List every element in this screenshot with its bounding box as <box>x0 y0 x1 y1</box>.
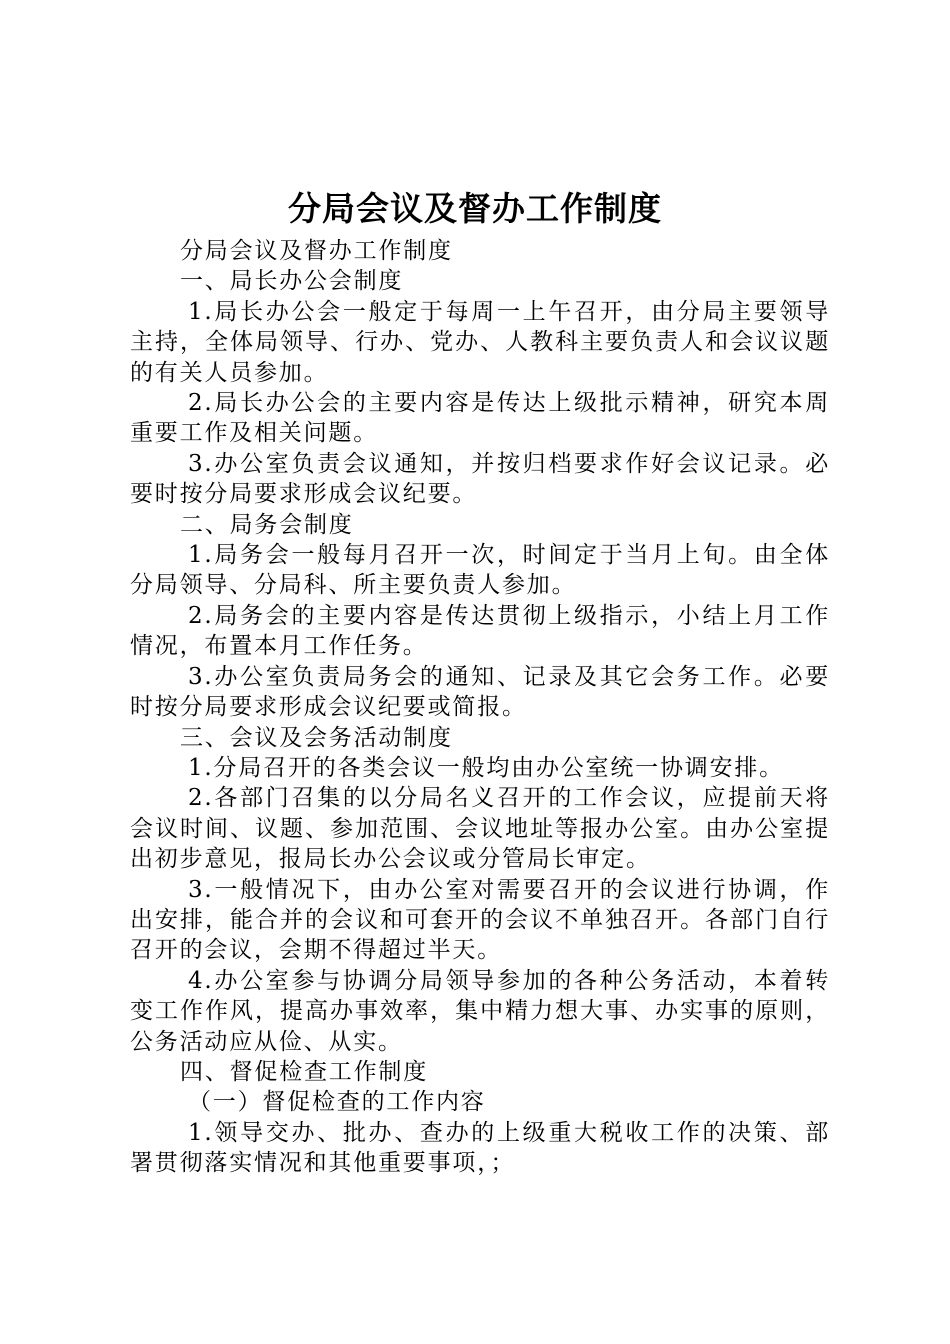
subsection-heading: （一）督促检查的工作内容 <box>188 1089 486 1116</box>
section-heading-3: 三、会议及会务活动制度 <box>180 724 453 751</box>
paragraph-subtitle: 分局会议及督办工作制度 <box>180 238 453 264</box>
paragraph: 3.一般情况下，由办公室对需要召开的会议进行协调，作出安排，能合并的会议和可套开的会议不单独召开。各部门自行召开的会议，会期不得超过半天。 <box>130 876 830 964</box>
paragraph: 1.局长办公会一般定于每周一上午召开，由分局主要领导主持，全体局领导、行办、党办、人教科主要负责人和会议议题的有关人员参加。 <box>130 298 830 386</box>
paragraph: 1.分局召开的各类会议一般均由办公室统一协调安排。 <box>188 754 784 781</box>
paragraph: 1.领导交办、批办、查办的上级重大税收工作的决策、部署贯彻落实情况和其他重要事项，； <box>130 1119 830 1177</box>
paragraph: 2.各部门召集的以分局名义召开的工作会议，应提前天将会议时间、议题、参加范围、会议地址等报办公室。由办公室提出初步意见，报局长办公会议或分管局长审定。 <box>130 785 830 873</box>
paragraph: 1.局务会一般每月召开一次，时间定于当月上旬。由全体分局领导、分局科、所主要负责人参加。 <box>130 542 830 599</box>
document-body <box>130 236 830 1179</box>
section-heading-1: 一、局长办公会制度 <box>180 268 404 295</box>
document-title: 分局会议及督办工作制度 <box>288 189 662 228</box>
paragraph: 4.办公室参与协调分局领导参加的各种公务活动，本着转变工作作风，提高办事效率，集中精力想大事、办实事的原则，公务活动应从俭、从实。 <box>130 967 830 1055</box>
paragraph: 2.局务会的主要内容是传达贯彻上级指示，小结上月工作情况，布置本月工作任务。 <box>130 602 830 660</box>
paragraph: 2.局长办公会的主要内容是传达上级批示精神，研究本周重要工作及相关问题。 <box>130 390 830 447</box>
section-heading-4: 四、督促检查工作制度 <box>180 1058 428 1085</box>
paragraph: 3.办公室负责会议通知，并按归档要求作好会议记录。必要时按分局要求形成会议纪要。 <box>130 450 830 508</box>
paragraph: 3.办公室负责局务会的通知、记录及其它会务工作。必要时按分局要求形成会议纪要或简报。 <box>130 663 830 721</box>
section-heading-2: 二、局务会制度 <box>180 511 354 538</box>
